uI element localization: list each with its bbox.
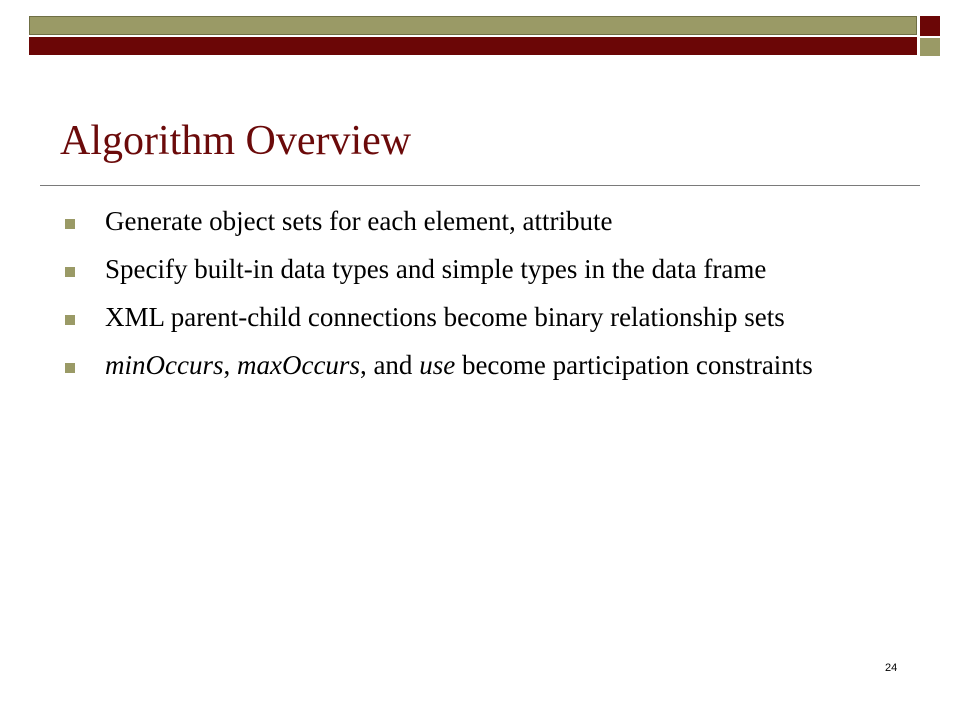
bullet-segment: become participation constraints [455, 350, 813, 380]
header-square-olive [920, 38, 940, 56]
bullet-item [60, 204, 930, 238]
bullet-list [60, 204, 930, 396]
bullet-segment-italic: minOccurs [105, 350, 224, 380]
bullet-item [60, 252, 930, 286]
square-bullet-icon [65, 219, 75, 229]
bullet-text [105, 350, 813, 380]
bullet-item [60, 348, 930, 382]
page-number: 24 [885, 662, 898, 674]
bullet-segment-italic: use [419, 350, 456, 380]
square-bullet-icon [65, 363, 75, 373]
bullet-text [105, 206, 613, 236]
bullet-segment: , and [359, 350, 420, 380]
title-divider [40, 185, 920, 186]
header-bar-maroon [29, 37, 917, 55]
slide-title: Algorithm Overview [60, 118, 412, 164]
header-square-maroon [920, 16, 940, 36]
bullet-segment: Generate object sets for each element, attribute [105, 206, 613, 236]
bullet-segment: , [223, 350, 237, 380]
square-bullet-icon [65, 267, 75, 277]
bullet-segment-italic: maxOccurs [236, 350, 360, 380]
bullet-text [105, 302, 785, 332]
bullet-item [60, 300, 930, 334]
bullet-segment: Specify built-in data types and simple types in the data frame [105, 254, 767, 284]
square-bullet-icon [65, 315, 75, 325]
header-bar-olive [29, 16, 917, 35]
bullet-segment: XML parent-child connections become binary relationship sets [105, 302, 785, 332]
bullet-text [105, 254, 766, 284]
